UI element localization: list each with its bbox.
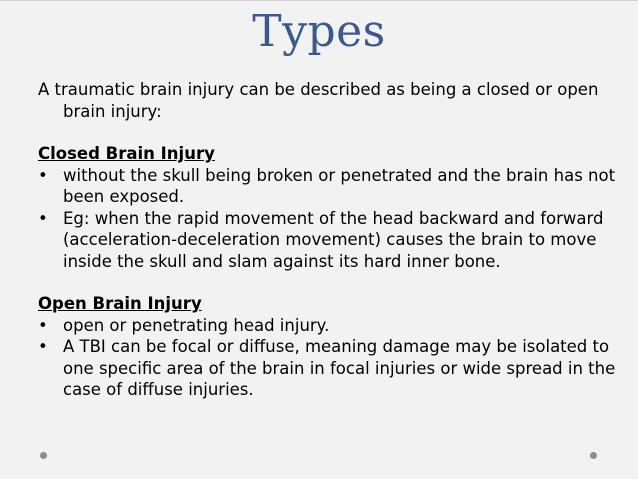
bullet-text: Eg: when the rapid movement of the head backward and forward (acceleration-deceleration movement) causes the brain to move inside the skull and slam against its hard inner bone. [63, 208, 604, 271]
bullet-text: without the skull being broken or penetrated and the brain has not been exposed. [63, 165, 616, 206]
corner-dot-icon-left [40, 452, 47, 459]
slide-body [38, 79, 618, 401]
bullet-item [38, 336, 618, 401]
bullet-item [38, 315, 618, 337]
bullet-icon: • [38, 208, 48, 228]
bullet-icon: • [38, 165, 48, 185]
top-border [0, 0, 638, 1]
bullet-icon: • [38, 337, 48, 356]
bullet-item [38, 208, 618, 273]
bullet-text: open or penetrating head injury. [63, 315, 330, 335]
slide-title: Types [252, 6, 386, 57]
intro-text: A traumatic brain injury can be described as being a closed or open brain injury: [38, 80, 599, 121]
bullet-icon: • [38, 315, 48, 335]
corner-dot-icon-right [590, 452, 597, 459]
section-heading-closed: Closed Brain Injury [38, 144, 215, 163]
section-heading-open: Open Brain Injury [38, 294, 202, 313]
bullet-text: A TBI can be focal or diffuse, meaning damage may be isolated to one specific area of the brain in focal injuries or wide spread in the case of diffuse injuries. [63, 337, 616, 399]
bullet-item [38, 165, 618, 208]
